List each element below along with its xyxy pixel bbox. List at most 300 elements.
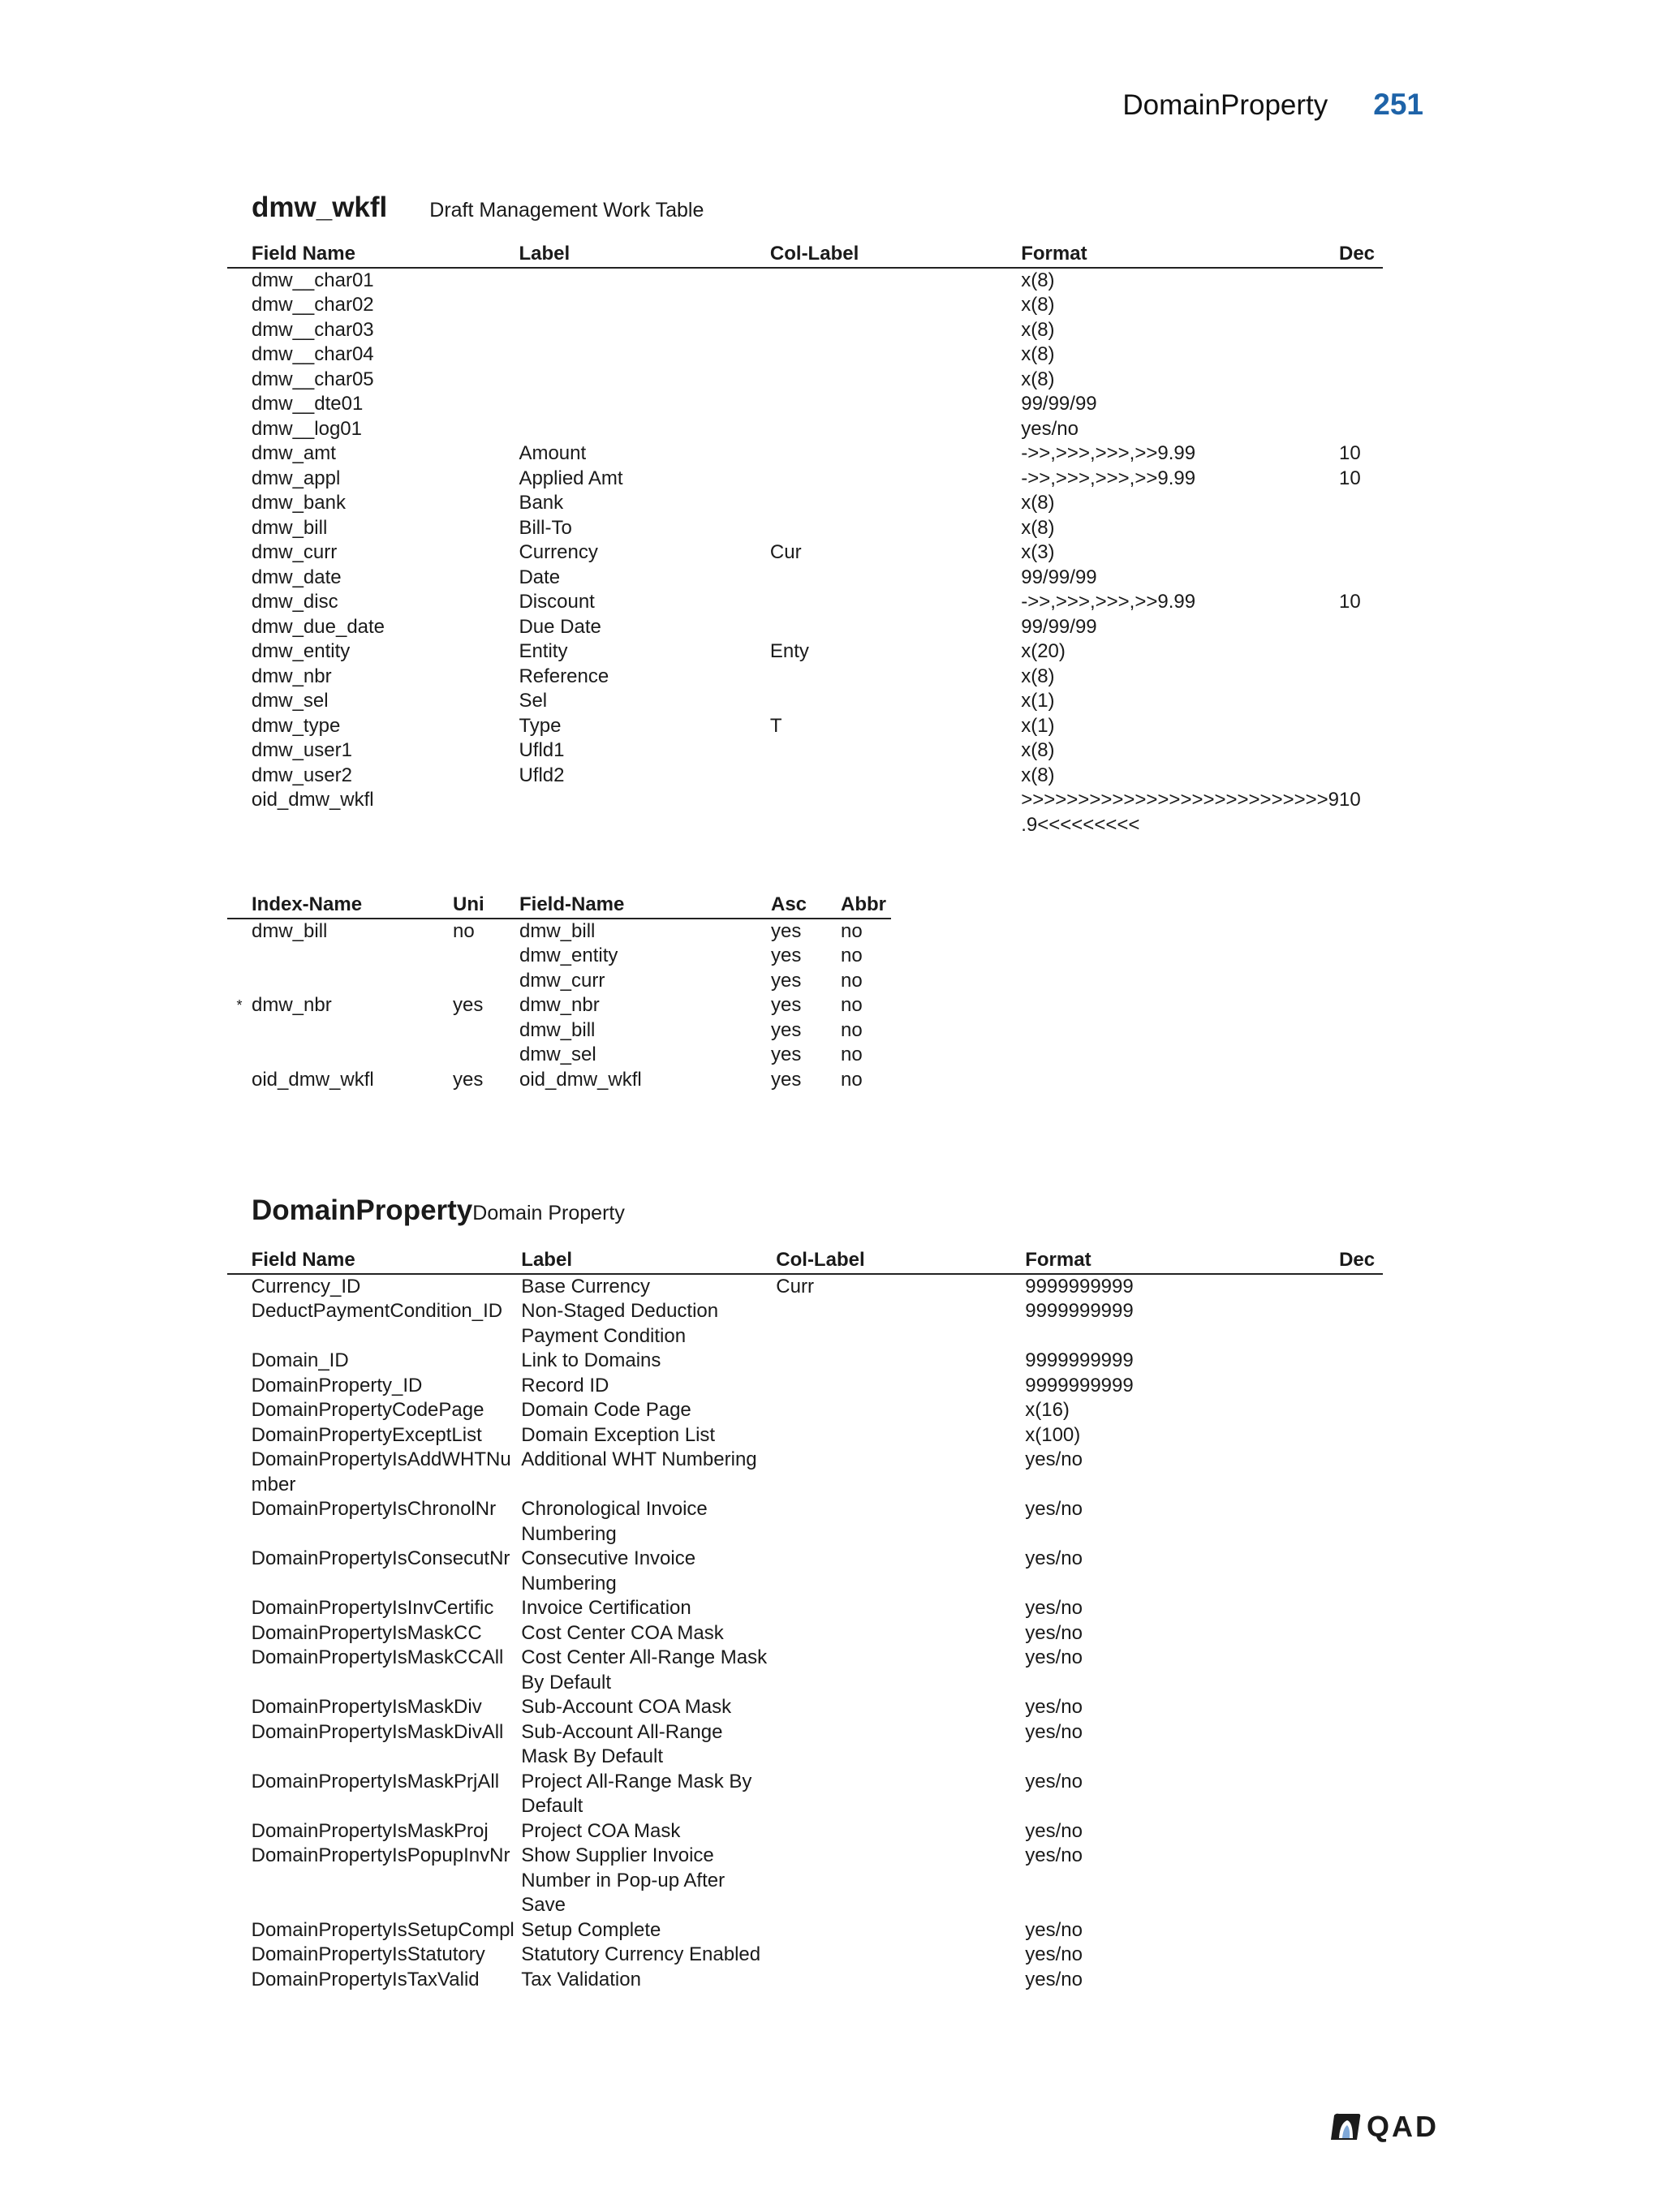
gutter-cell (227, 1770, 252, 1819)
table-cell (1339, 615, 1383, 640)
primary-index-marker (227, 969, 252, 994)
table-cell: dmw_nbr (252, 994, 332, 1016)
table-cell (1339, 1943, 1383, 1968)
table-cell (770, 566, 1021, 591)
table-cell: yes/no (1025, 1696, 1083, 1718)
table-row (227, 1423, 1383, 1448)
table-cell: DomainPropertyIsStatutory (251, 1943, 485, 1965)
table-cell: dmw_disc (251, 591, 338, 613)
column-header: Col-Label (776, 1248, 1025, 1274)
table-cell: dmw_sel (519, 1044, 596, 1065)
table-cell (770, 738, 1021, 764)
table-cell: x(1) (1021, 714, 1055, 737)
table-description: Domain Property (472, 1202, 625, 1224)
table-cell (1339, 738, 1383, 764)
table-cell: 10 (1339, 789, 1361, 811)
table-row (227, 1968, 1383, 1993)
table-cell (776, 1398, 1025, 1423)
table-cell (519, 342, 769, 368)
table-cell: DomainPropertyIsMaskPrjAll (251, 1770, 500, 1792)
table-cell: Record ID (521, 1374, 609, 1396)
table-cell: yes/no (1025, 1844, 1083, 1866)
table-cell: x(8) (1021, 516, 1055, 539)
table-cell (1339, 1844, 1383, 1918)
table-cell (1339, 1448, 1383, 1497)
table-cell: DomainPropertyIsPopupInvNr (251, 1844, 510, 1866)
primary-index-marker (227, 919, 252, 945)
table-row (227, 1720, 1383, 1770)
table-cell: dmw_entity (251, 640, 351, 662)
table-cell (1339, 1596, 1383, 1621)
table-cell (453, 969, 519, 994)
table-cell (776, 1770, 1025, 1819)
table-cell: Project All-Range Mask By Default (521, 1770, 752, 1817)
table-cell: dmw_nbr (519, 994, 600, 1016)
gutter-cell (227, 893, 252, 919)
gutter-cell (227, 293, 252, 318)
table-row (227, 1695, 1383, 1720)
table-cell (252, 944, 453, 969)
field-table-domain-property (227, 1248, 1383, 1992)
table-cell: dmw_bill (252, 919, 328, 942)
table-cell (1339, 689, 1383, 714)
table-cell: 99/99/99 (1021, 615, 1097, 638)
table-cell (770, 417, 1021, 442)
table-heading-domain-property (252, 1194, 625, 1227)
table-cell: oid_dmw_wkfl (252, 1068, 374, 1091)
table-row (227, 919, 891, 945)
table-cell: Consecutive Invoice Numbering (521, 1547, 696, 1594)
table-cell: DomainPropertyIsAddWHTNumber (251, 1448, 511, 1495)
table-cell: yes/no (1025, 1597, 1083, 1619)
gutter-cell (227, 1695, 252, 1720)
table-cell (776, 1349, 1025, 1374)
table-cell: x(8) (1021, 492, 1055, 514)
table-cell (1339, 1274, 1383, 1300)
column-header: Dec (1339, 1248, 1383, 1274)
gutter-cell (227, 392, 252, 417)
table-cell (770, 268, 1021, 294)
table-cell (776, 1621, 1025, 1646)
gutter-cell (227, 1844, 252, 1918)
table-cell (519, 368, 769, 393)
table-cell: 99/99/99 (1021, 566, 1097, 588)
column-header: Format (1021, 242, 1339, 268)
table-cell (776, 1596, 1025, 1621)
table-row (227, 392, 1383, 417)
table-cell (776, 1819, 1025, 1844)
table-row (227, 1068, 891, 1093)
page-header (1122, 88, 1423, 122)
table-cell: ->>,>>>,>>>,>>9.99 (1021, 467, 1196, 489)
table-cell: dmw_curr (519, 969, 605, 992)
primary-index-marker (227, 944, 252, 969)
table-cell: DomainPropertyIsMaskDiv (251, 1696, 482, 1718)
table-cell (776, 1646, 1025, 1695)
table-cell (519, 392, 769, 417)
table-cell: yes/no (1025, 1448, 1083, 1470)
table-row (227, 1349, 1383, 1374)
table-cell: Bank (519, 492, 564, 514)
table-cell: yes (453, 994, 484, 1016)
gutter-cell (227, 1274, 252, 1300)
table-cell (770, 441, 1021, 467)
table-description: Draft Management Work Table (429, 199, 704, 222)
gutter-cell (227, 318, 252, 343)
table-cell (770, 689, 1021, 714)
table-cell: x(8) (1021, 294, 1055, 316)
table-row (227, 516, 1383, 541)
running-title: DomainProperty (1122, 89, 1328, 121)
table-cell (1339, 293, 1383, 318)
table-cell (252, 969, 453, 994)
table-cell: yes (453, 1068, 484, 1091)
gutter-cell (227, 441, 252, 467)
gutter-cell (227, 788, 252, 837)
gutter-cell (227, 268, 252, 294)
gutter-cell (227, 738, 252, 764)
table-cell: Enty (769, 640, 809, 662)
table-cell (776, 1720, 1025, 1770)
gutter-cell (227, 417, 252, 442)
table-cell: 10 (1339, 467, 1361, 489)
table-cell: x(20) (1021, 640, 1066, 662)
table-cell: yes/no (1021, 417, 1079, 440)
table-cell: yes (771, 945, 802, 966)
table-cell: Link to Domains (521, 1349, 661, 1371)
table-cell: DomainPropertyIsMaskCC (251, 1621, 482, 1644)
table-cell: Show Supplier Invoice Number in Pop-up After Save (521, 1844, 726, 1916)
table-cell: DomainPropertyIsInvCertific (251, 1597, 494, 1619)
table-cell: dmw_date (251, 566, 342, 588)
gutter-cell (227, 1423, 252, 1448)
table-row (227, 491, 1383, 516)
table-cell (1339, 516, 1383, 541)
table-row (227, 714, 1383, 739)
field-table-dmw-wkfl (227, 242, 1383, 837)
table-cell: no (841, 1068, 863, 1091)
qad-logo-icon (1329, 2112, 1362, 2141)
table-cell: Curr (776, 1275, 814, 1298)
column-header: Field Name (252, 242, 519, 268)
table-row (227, 417, 1383, 442)
table-cell: 9999999999 (1025, 1300, 1134, 1322)
gutter-cell (227, 1720, 252, 1770)
table-cell: dmw__dte01 (251, 393, 364, 415)
gutter-cell (227, 1943, 252, 1968)
table-cell (770, 764, 1021, 789)
table-row (227, 993, 891, 1018)
table-cell (776, 1695, 1025, 1720)
table-cell: Statutory Currency Enabled (521, 1943, 761, 1965)
table-header-row (227, 1248, 1383, 1274)
table-cell (1339, 764, 1383, 789)
gutter-cell (227, 1968, 252, 1993)
table-cell: Ufld2 (519, 764, 565, 786)
table-cell: dmw_bill (519, 1018, 596, 1041)
table-cell: Chronological Invoice Numbering (521, 1498, 708, 1545)
table-cell (1339, 639, 1383, 665)
table-cell: DomainPropertyIsSetupCompl (251, 1918, 515, 1941)
gutter-cell (227, 1374, 252, 1399)
table-cell: 10 (1339, 591, 1361, 613)
table-cell (776, 1943, 1025, 1968)
gutter-cell (227, 1596, 252, 1621)
table-cell: 9999999999 (1025, 1275, 1134, 1298)
table-row (227, 788, 1383, 837)
table-row (227, 1819, 1383, 1844)
table-cell (1339, 1349, 1383, 1374)
table-cell: DomainPropertyIsChronolNr (251, 1498, 497, 1520)
table-cell: x(8) (1021, 269, 1055, 291)
primary-index-marker (227, 1043, 252, 1068)
table-cell: x(8) (1021, 665, 1055, 687)
table-cell: Currency_ID (251, 1275, 361, 1298)
gutter-cell (227, 467, 252, 492)
gutter-cell (227, 516, 252, 541)
table-cell (1339, 1374, 1383, 1399)
table-cell: dmw_sel (251, 690, 329, 712)
gutter-cell (227, 1819, 252, 1844)
table-cell: Discount (519, 591, 595, 613)
gutter-cell (227, 639, 252, 665)
table-cell: no (841, 1018, 863, 1041)
table-cell: DomainProperty_ID (251, 1374, 423, 1396)
table-cell: T (769, 714, 782, 737)
table-cell: no (841, 1044, 863, 1065)
table-row (227, 1770, 1383, 1819)
gutter-cell (227, 1398, 252, 1423)
qad-logo (1329, 2110, 1439, 2144)
table-cell: Applied Amt (519, 467, 623, 489)
table-row (227, 639, 1383, 665)
table-cell: dmw_user2 (251, 764, 352, 786)
table-cell: Domain Code Page (521, 1399, 691, 1421)
table-cell: yes/no (1025, 1943, 1083, 1965)
table-cell: dmw__char04 (251, 343, 374, 365)
table-cell: dmw__char03 (251, 318, 374, 341)
table-cell (1339, 1299, 1383, 1349)
table-cell: Ufld1 (519, 739, 565, 761)
table-cell (1339, 714, 1383, 739)
column-header: Dec (1339, 242, 1383, 268)
table-cell: dmw_bill (519, 919, 596, 942)
table-cell: Domain_ID (251, 1349, 349, 1371)
table-row (227, 944, 891, 969)
table-cell: Additional WHT Numbering (521, 1448, 757, 1470)
table-cell: ->>,>>>,>>>,>>9.99 (1021, 442, 1196, 464)
table-cell: ->>,>>>,>>>,>>9.99 (1021, 591, 1196, 613)
table-cell (252, 1043, 453, 1068)
table-cell: yes/no (1025, 1819, 1083, 1842)
table-cell: Bill-To (519, 516, 572, 539)
table-cell: no (841, 919, 863, 942)
table-cell: dmw__log01 (251, 417, 362, 440)
table-cell: Sub-Account All-Range Mask By Default (521, 1720, 723, 1767)
table-cell (519, 788, 769, 837)
table-cell (1339, 1398, 1383, 1423)
table-cell: dmw_appl (251, 467, 341, 489)
column-header: Abbr (841, 893, 891, 919)
table-cell: yes (771, 919, 802, 942)
column-header: Format (1025, 1248, 1339, 1274)
table-cell (519, 417, 769, 442)
gutter-cell (227, 714, 252, 739)
table-cell: 9999999999 (1025, 1374, 1134, 1396)
table-cell: x(8) (1021, 764, 1055, 786)
column-header: Asc (771, 893, 841, 919)
table-cell (776, 1448, 1025, 1497)
table-cell: dmw_user1 (251, 739, 352, 761)
table-cell (1339, 1918, 1383, 1943)
table-cell: oid_dmw_wkfl (519, 1068, 642, 1091)
gutter-cell (227, 368, 252, 393)
table-cell: x(8) (1021, 343, 1055, 365)
table-cell: dmw_amt (251, 442, 336, 464)
table-row (227, 342, 1383, 368)
column-header: Index-Name (252, 893, 453, 919)
table-cell (1339, 1621, 1383, 1646)
gutter-cell (227, 764, 252, 789)
table-cell (770, 392, 1021, 417)
table-cell (776, 1299, 1025, 1349)
table-row (227, 1844, 1383, 1918)
table-cell (770, 615, 1021, 640)
table-row (227, 1943, 1383, 1968)
index-table-dmw-wkfl (227, 893, 891, 1092)
table-cell: DomainPropertyIsMaskCCAll (251, 1646, 504, 1668)
table-cell: Tax Validation (521, 1968, 641, 1990)
table-cell: x(1) (1021, 690, 1055, 712)
table-row (227, 1918, 1383, 1943)
table-cell: Currency (519, 541, 598, 563)
table-cell: x(8) (1021, 739, 1055, 761)
table-cell (770, 342, 1021, 368)
table-cell: dmw_entity (519, 945, 618, 966)
table-cell: x(100) (1025, 1423, 1081, 1446)
table-cell: Cur (769, 541, 802, 563)
table-cell (1339, 665, 1383, 690)
table-row (227, 293, 1383, 318)
table-cell: Type (519, 714, 562, 737)
table-cell: Invoice Certification (521, 1597, 691, 1619)
table-cell: dmw_nbr (251, 665, 332, 687)
table-cell: yes/no (1025, 1968, 1083, 1990)
table-cell (519, 293, 769, 318)
table-cell (1339, 540, 1383, 566)
column-header: Col-Label (770, 242, 1021, 268)
table-header-row (227, 893, 891, 919)
table-row (227, 1497, 1383, 1547)
table-row (227, 1274, 1383, 1300)
table-cell: yes (771, 1068, 802, 1091)
table-cell: oid_dmw_wkfl (251, 789, 374, 811)
table-row (227, 665, 1383, 690)
table-row (227, 540, 1383, 566)
table-cell (1339, 1695, 1383, 1720)
table-name: dmw_wkfl (252, 192, 388, 223)
gutter-cell (227, 1497, 252, 1547)
table-cell: dmw_due_date (251, 615, 385, 638)
table-cell: DeductPaymentCondition_ID (251, 1300, 503, 1322)
table-row (227, 1043, 891, 1068)
table-row (227, 1018, 891, 1044)
table-row (227, 1621, 1383, 1646)
table-row (227, 1646, 1383, 1695)
table-cell: Base Currency (521, 1275, 651, 1298)
table-cell (1339, 1646, 1383, 1695)
table-cell: Sub-Account COA Mask (521, 1696, 732, 1718)
table-cell (776, 1547, 1025, 1596)
column-header: Field Name (252, 1248, 522, 1274)
table-row (227, 368, 1383, 393)
table-cell: yes (771, 969, 802, 992)
table-cell: Date (519, 566, 561, 588)
table-cell (1339, 1968, 1383, 1993)
column-header: Label (521, 1248, 776, 1274)
table-cell: Non-Staged Deduction Payment Condition (521, 1300, 719, 1347)
table-cell (776, 1423, 1025, 1448)
gutter-cell (227, 615, 252, 640)
table-cell (1339, 417, 1383, 442)
table-cell: DomainPropertyCodePage (251, 1399, 484, 1421)
gutter-cell (227, 1646, 252, 1695)
table-header-row (227, 242, 1383, 268)
table-cell: Project COA Mask (521, 1819, 681, 1842)
table-cell: yes (771, 1044, 802, 1065)
table-cell: dmw_curr (251, 541, 338, 563)
table-row (227, 969, 891, 994)
table-cell (776, 1918, 1025, 1943)
table-cell: dmw__char02 (251, 294, 374, 316)
table-cell (1339, 342, 1383, 368)
table-cell (770, 467, 1021, 492)
table-row (227, 764, 1383, 789)
table-cell: dmw_bill (251, 516, 328, 539)
table-cell: Setup Complete (521, 1918, 661, 1941)
table-row (227, 441, 1383, 467)
gutter-cell (227, 1621, 252, 1646)
gutter-cell (227, 590, 252, 615)
table-cell: DomainPropertyIsTaxValid (251, 1968, 480, 1990)
table-cell (770, 665, 1021, 690)
table-cell (1339, 368, 1383, 393)
column-header: Field-Name (519, 893, 771, 919)
table-row (227, 615, 1383, 640)
table-cell (776, 1497, 1025, 1547)
table-cell: 99/99/99 (1021, 393, 1097, 415)
table-cell: no (841, 945, 863, 966)
gutter-cell (227, 1248, 252, 1274)
primary-index-marker (227, 1068, 252, 1093)
table-row (227, 1374, 1383, 1399)
table-cell (252, 1018, 453, 1044)
table-row (227, 1448, 1383, 1497)
table-cell: no (841, 969, 863, 992)
table-cell: x(3) (1021, 541, 1055, 563)
table-cell (770, 590, 1021, 615)
table-cell: Cost Center COA Mask (521, 1621, 724, 1644)
table-cell: yes/no (1025, 1498, 1083, 1520)
table-row (227, 590, 1383, 615)
gutter-cell (227, 1547, 252, 1596)
table-cell: Domain Exception List (521, 1423, 716, 1446)
table-row (227, 268, 1383, 294)
table-cell (770, 788, 1021, 837)
table-cell (776, 1374, 1025, 1399)
column-header: Label (519, 242, 769, 268)
table-cell: Due Date (519, 615, 601, 638)
